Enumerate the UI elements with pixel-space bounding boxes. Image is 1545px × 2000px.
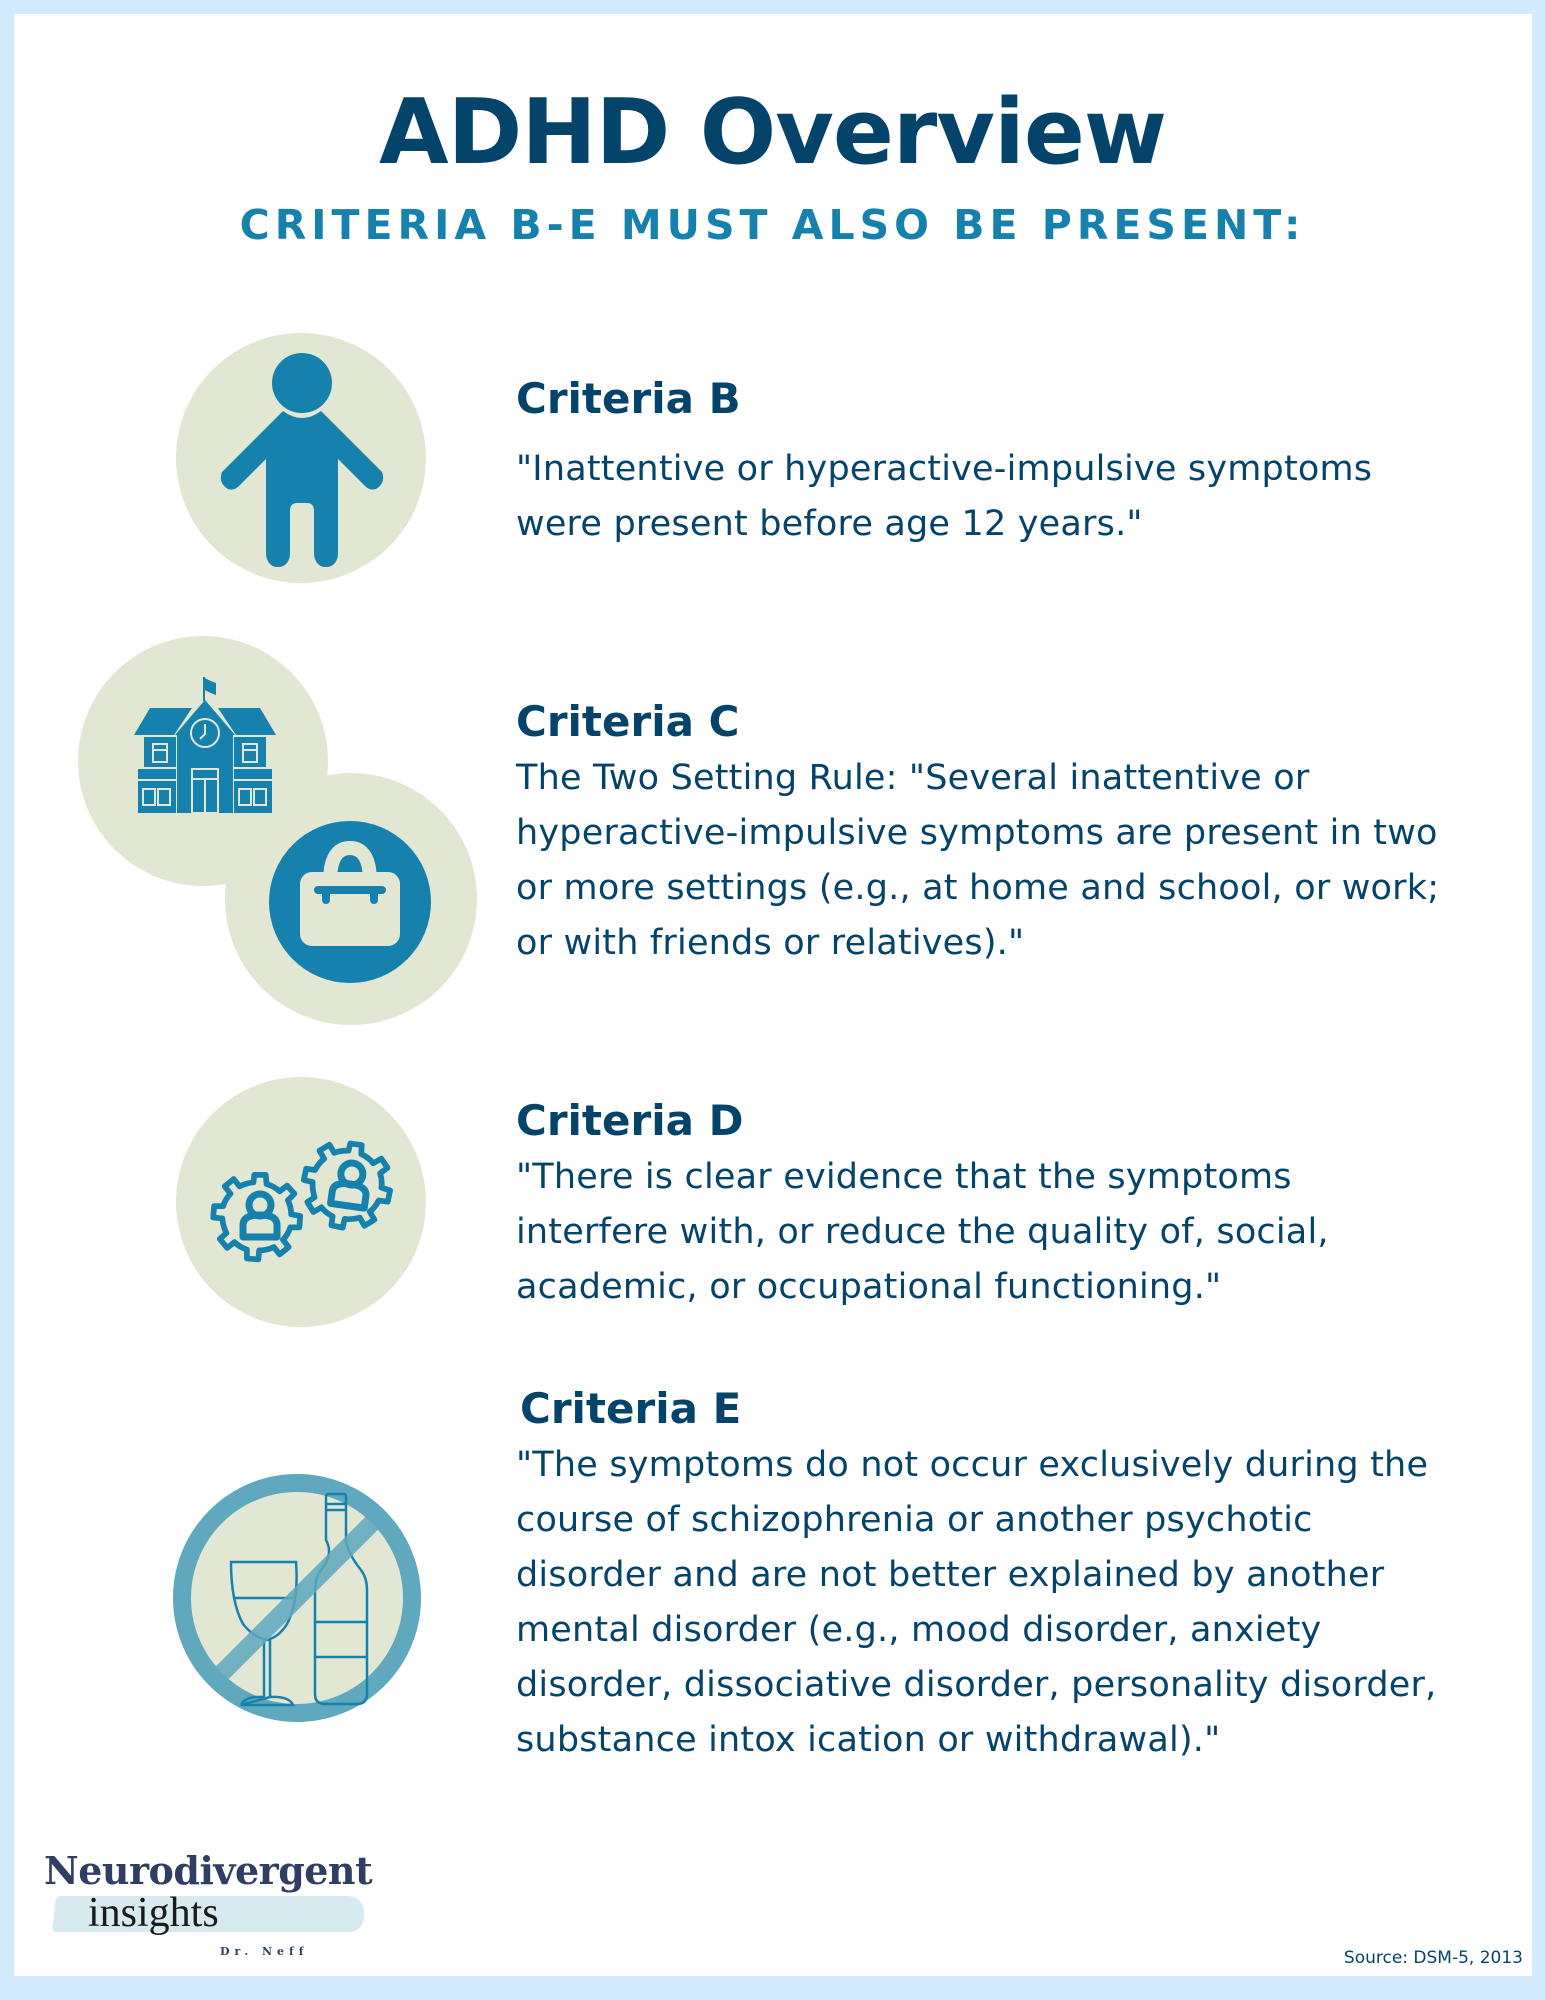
criteria-b-block: [516, 374, 1476, 552]
people-gears-icon: [176, 1077, 426, 1327]
logo-line-insights: insights: [88, 1890, 219, 1936]
criteria-d-text: "There is clear evidence that the symptoms interfere with, or reduce the quality of, social, academic, or occupational functioning.": [516, 1157, 1329, 1307]
criteria-c-text: The Two Setting Rule: "Several inattentive or hyperactive-impulsive symptoms are present in two or more settings (e.g., at home and school, or work; or with friends or relatives).": [516, 758, 1440, 963]
criteria-e-block: [516, 1384, 1476, 1768]
neurodivergent-insights-logo: [44, 1848, 404, 1962]
criteria-e-heading: Criteria E: [520, 1384, 742, 1433]
page-subtitle: CRITERIA B-E MUST ALSO BE PRESENT:: [239, 201, 1306, 249]
criteria-e-text: "The symptoms do not occur exclusively during the course of schizophrenia or another psychotic disorder and are not better explained by another mental disorder (e.g., mood disorder, anxiety disorder, dissociative disorder, personality disorder, substance intox ication or withdrawal).": [516, 1445, 1437, 1760]
logo-line-author: Dr. Neff: [220, 1945, 309, 1958]
page-title: ADHD Overview: [378, 80, 1167, 185]
source-citation: Source: DSM-5, 2013: [1343, 1948, 1523, 1968]
child-icon: [176, 333, 426, 583]
criteria-b-heading: Criteria B: [516, 374, 741, 423]
criteria-b-text: "Inattentive or hyperactive-impulsive symptoms were present before age 12 years.": [516, 449, 1373, 544]
criteria-c-block: [516, 697, 1476, 971]
school-building-icon: [130, 675, 280, 825]
criteria-d-block: [516, 1096, 1476, 1315]
briefcase-icon: [268, 820, 433, 985]
criteria-d-heading: Criteria D: [516, 1096, 744, 1145]
criteria-c-heading: Criteria C: [516, 697, 740, 746]
no-alcohol-icon: [171, 1472, 423, 1724]
logo-line-neurodivergent: Neurodivergent: [44, 1848, 373, 1893]
